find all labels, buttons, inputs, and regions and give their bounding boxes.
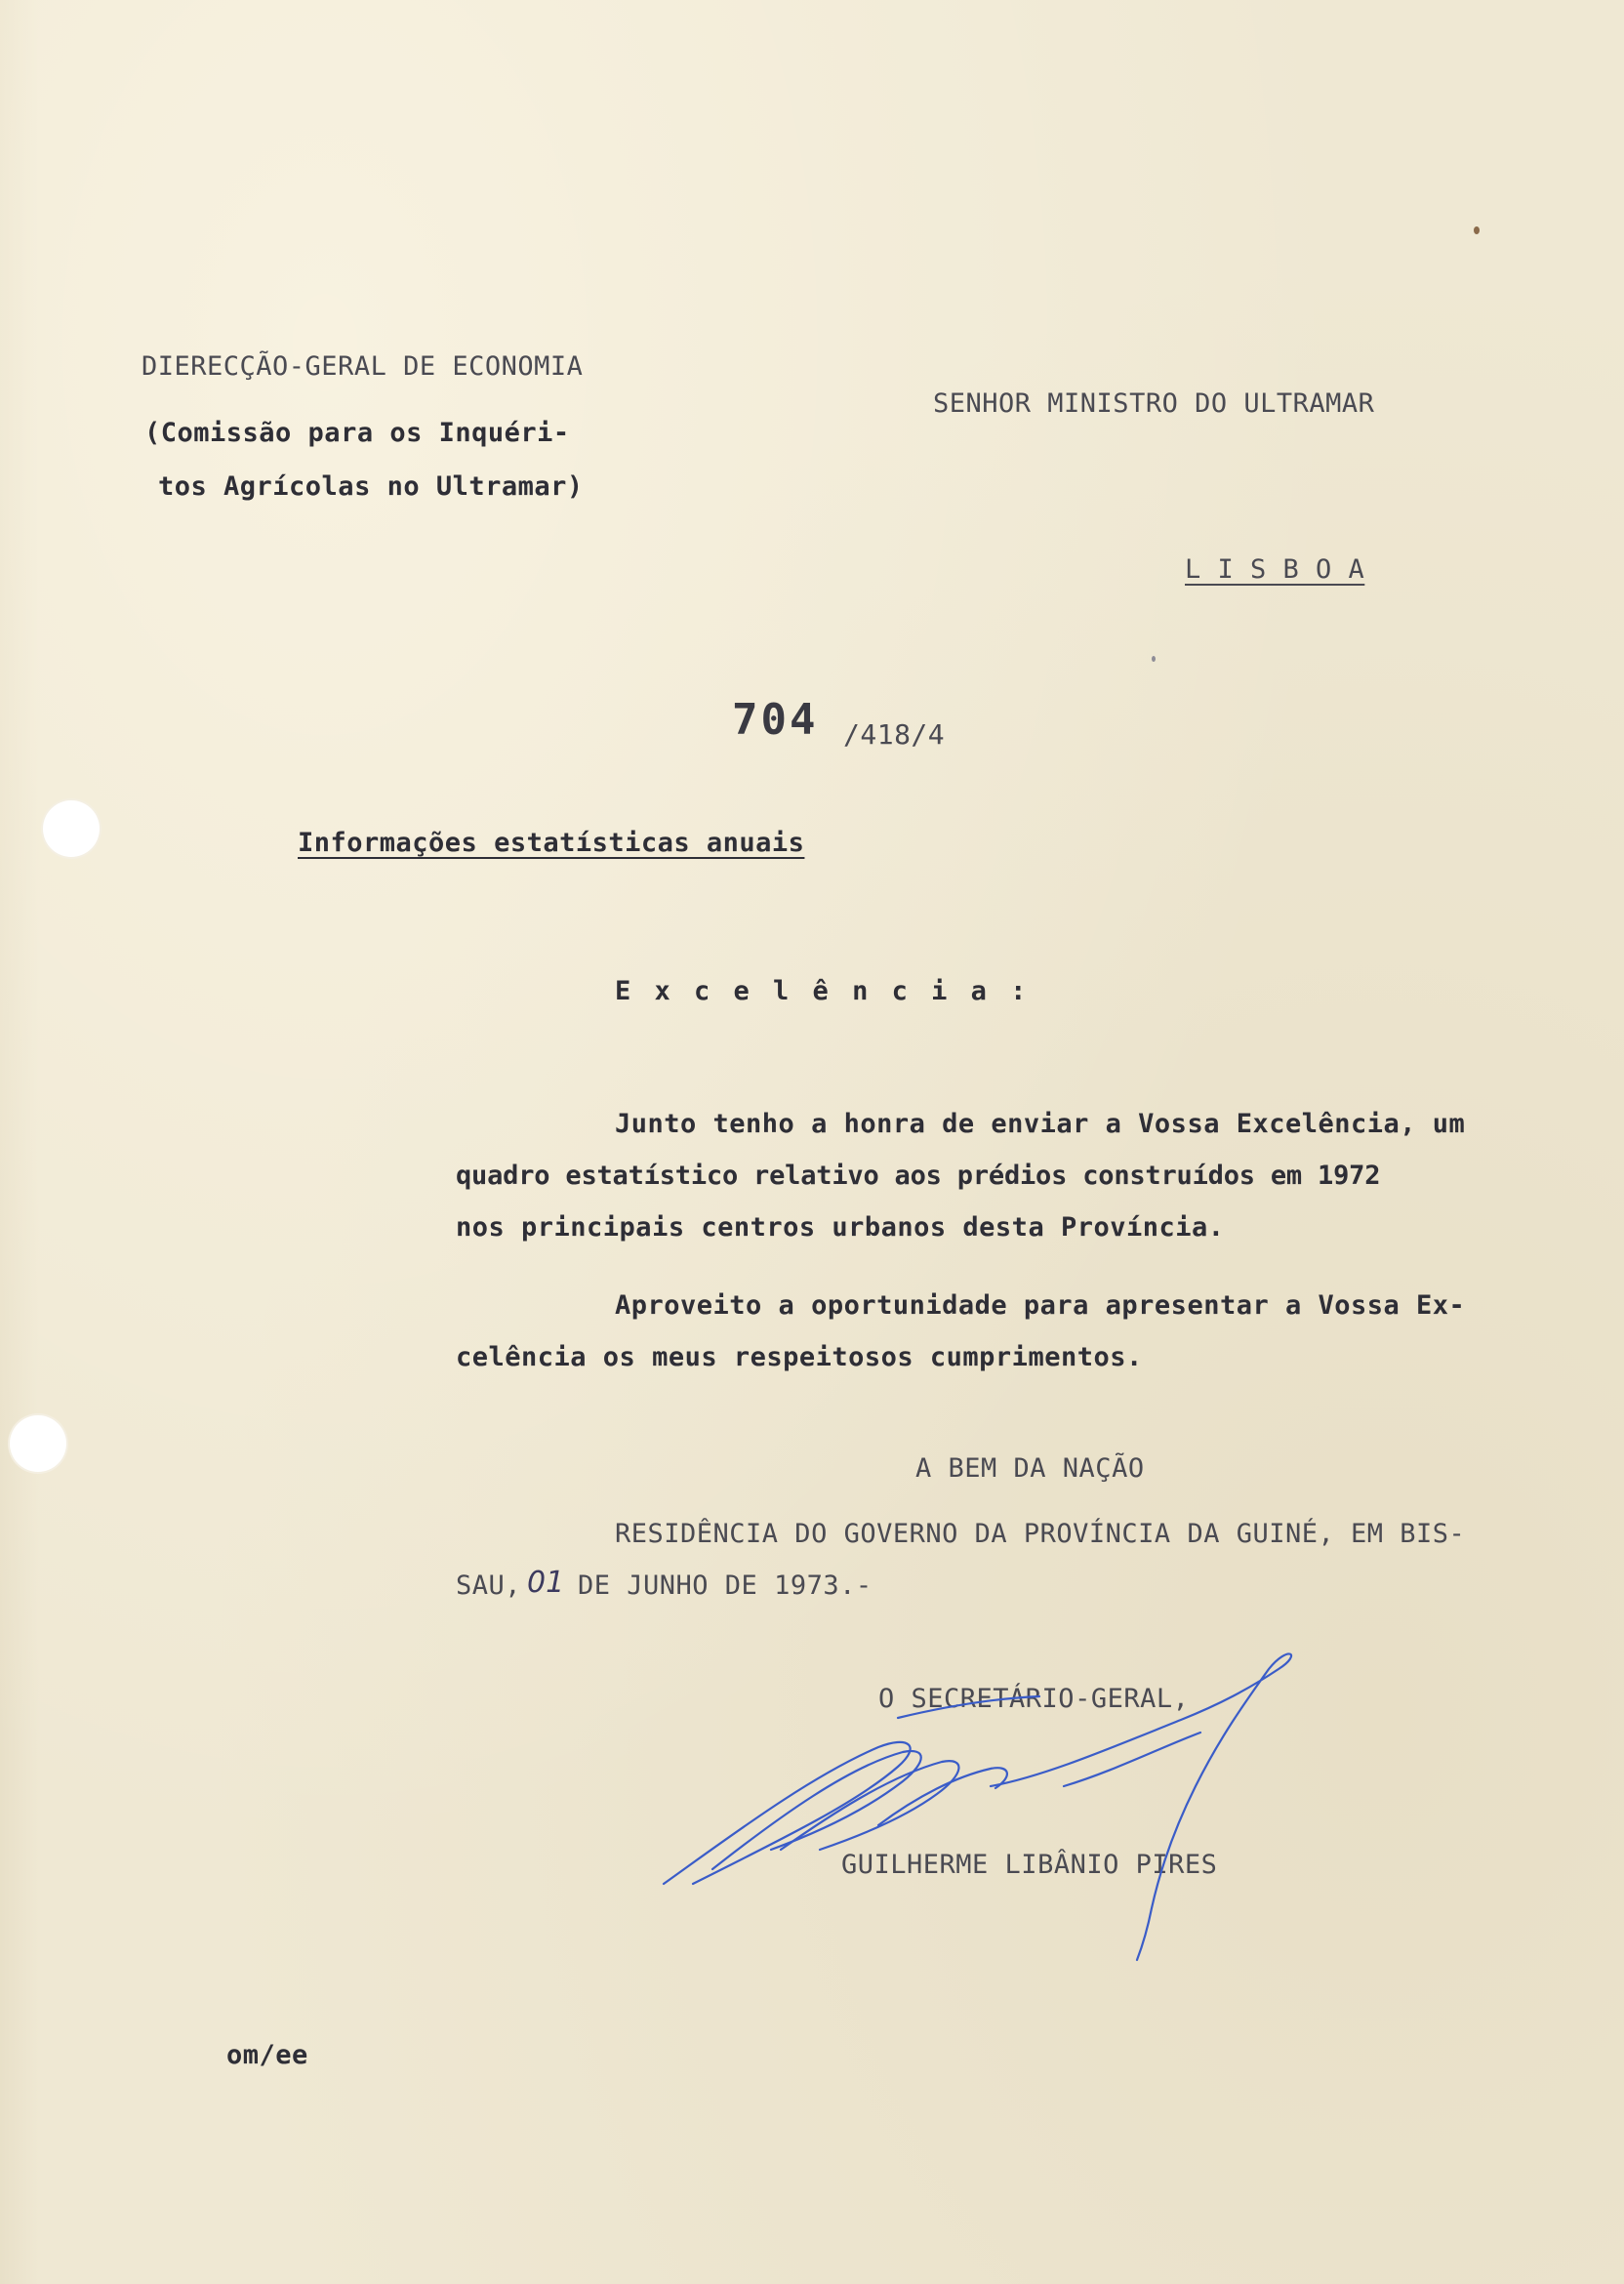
- body-paragraph-2-line-1: Aproveito a oportunidade para apresentar a Vossa Ex-: [615, 1290, 1466, 1321]
- footer-initials: om/ee: [226, 2040, 308, 2070]
- recipient-title: SENHOR MINISTRO DO ULTRAMAR: [933, 388, 1375, 419]
- punch-hole-bottom: [10, 1415, 66, 1472]
- closing-place-prefix: SAU,: [456, 1570, 522, 1601]
- subject-line: Informações estatísticas anuais: [298, 828, 805, 858]
- handwritten-signature: [654, 1640, 1318, 1962]
- body-paragraph-1-line-2: quadro estatístico relativo aos prédios construídos em 1972: [456, 1161, 1381, 1191]
- recipient-city: L I S B O A: [1185, 554, 1365, 585]
- paper-speck: [1474, 226, 1480, 234]
- signatory-name: GUILHERME LIBÂNIO PIRES: [841, 1850, 1218, 1880]
- punch-hole-top: [43, 800, 100, 857]
- reference-code: /418/4: [843, 718, 946, 751]
- signatory-role: O SECRETÁRIO-GERAL,: [878, 1684, 1190, 1714]
- handwritten-day: 01: [527, 1566, 565, 1600]
- salutation: E x c e l ê n c i a :: [615, 976, 1031, 1006]
- body-paragraph-1-line-3: nos principais centros urbanos desta Província.: [456, 1212, 1225, 1243]
- reference-number: 704: [732, 695, 819, 745]
- closing-place-suffix: DE JUNHO DE 1973.-: [578, 1570, 873, 1601]
- body-paragraph-1-line-1: Junto tenho a honra de enviar a Vossa Excelência, um: [615, 1109, 1466, 1139]
- department-heading: DIERECÇÃO-GERAL DE ECONOMIA: [142, 351, 584, 382]
- commission-line-1: (Comissão para os Inquéri-: [144, 418, 570, 448]
- body-paragraph-2-line-2: celência os meus respeitosos cumprimentos.: [456, 1342, 1143, 1372]
- closing-motto: A BEM DA NAÇÃO: [915, 1453, 1145, 1484]
- paper-speck: [1152, 656, 1156, 662]
- closing-place-line-1: RESIDÊNCIA DO GOVERNO DA PROVÍNCIA DA GUINÉ, EM BIS-: [615, 1519, 1466, 1549]
- commission-line-2: tos Agrícolas no Ultramar): [158, 471, 584, 502]
